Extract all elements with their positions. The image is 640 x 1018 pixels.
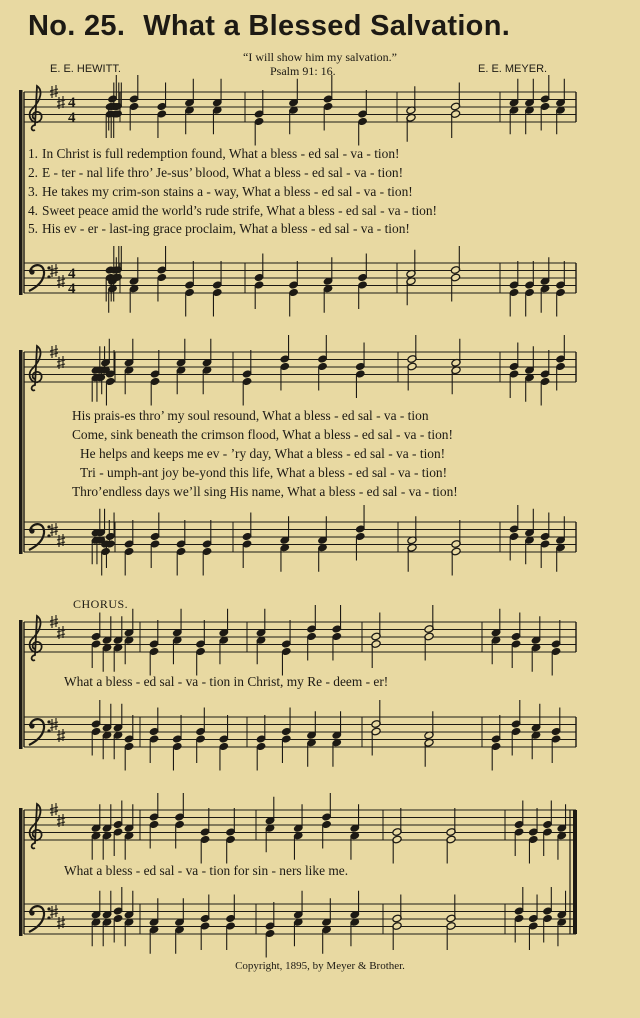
bass-clef-icon	[29, 910, 34, 915]
treble-clef-icon	[30, 86, 42, 130]
verse-1-line: 1. In Christ is full redemption found, What a bless - ed sal - va - tion!	[27, 146, 400, 161]
verse-5-line: 5. His ev - er - last-ing grace proclaim, What a bless - ed sal - va - tion!	[27, 221, 410, 236]
lyricist: E. E. HEWITT.	[50, 63, 121, 75]
verse-4-line: 4. Sweet peace amid the world’s rude strife, What a bless - ed sal - va - tion!	[27, 203, 438, 218]
verse-3-line: 3. He takes my crim-son stains a - way, What a bless - ed sal - va - tion!	[27, 184, 413, 199]
bass-clef-icon	[29, 723, 34, 728]
bass-clef-icon	[47, 266, 50, 269]
time-signature-icon: 4	[68, 110, 76, 126]
bass-clef-icon	[47, 534, 50, 537]
bass-clef-icon	[47, 275, 50, 278]
hymn-number: No. 25.	[28, 10, 126, 42]
epigraph: “I will show him my salvation.”	[243, 50, 397, 64]
chorus-line-1: What a bless - ed sal - va - tion in Christ, my Re - deem - er!	[64, 674, 389, 689]
system-brace	[19, 620, 23, 749]
sharp-icon	[57, 534, 65, 547]
bass-clef-icon	[47, 916, 50, 919]
time-signature-icon: 4	[68, 95, 76, 111]
scripture-reference: Psalm 91: 16.	[270, 64, 336, 78]
sharp-icon	[57, 916, 65, 929]
composer: E. E. MEYER.	[478, 63, 548, 75]
bass-clef-icon	[29, 269, 34, 274]
sharp-icon	[57, 729, 65, 742]
chorus-line-2: What a bless - ed sal - va - tion for sin - ners like me.	[64, 863, 349, 878]
bass-clef-icon	[47, 907, 50, 910]
time-signature-icon: 4	[68, 266, 76, 282]
bass-clef-icon	[47, 729, 50, 732]
verse-3-line-b: He helps and keeps me ev - ’ry day, What a bless - ed sal - va - tion!	[80, 446, 446, 461]
bass-clef-icon	[29, 528, 34, 533]
sharp-icon	[57, 275, 65, 288]
verse-2-line: 2. E - ter - nal life thro’ Je-sus’ blood, What a bless - ed sal - va - tion!	[27, 165, 404, 180]
treble-clef-icon	[30, 616, 42, 660]
bass-clef-icon	[47, 525, 50, 528]
system-brace	[19, 350, 23, 554]
copyright: Copyright, 1895, by Meyer & Brother.	[235, 960, 405, 972]
verse-5-line-b: Thro’endless days we’ll sing His name, What a bless - ed sal - va - tion!	[72, 484, 458, 499]
treble-clef-icon	[30, 346, 42, 390]
verse-4-line-b: Tri - umph-ant joy be-yond this life, What a bless - ed sal - va - tion!	[80, 465, 448, 480]
system-brace	[19, 808, 23, 936]
bass-clef-icon	[47, 720, 50, 723]
verse-2-line-b: Come, sink beneath the crimson flood, What a bless - ed sal - va - tion!	[72, 427, 453, 442]
treble-clef-icon	[30, 804, 42, 848]
hymn-title-text: What a Blessed Salvation.	[143, 10, 511, 42]
verse-1-line-b: His prais-es thro’ my soul resound, What a bless - ed sal - va - tion	[72, 408, 429, 423]
time-signature-icon: 4	[68, 281, 76, 297]
chorus-label: CHORUS.	[73, 597, 129, 611]
